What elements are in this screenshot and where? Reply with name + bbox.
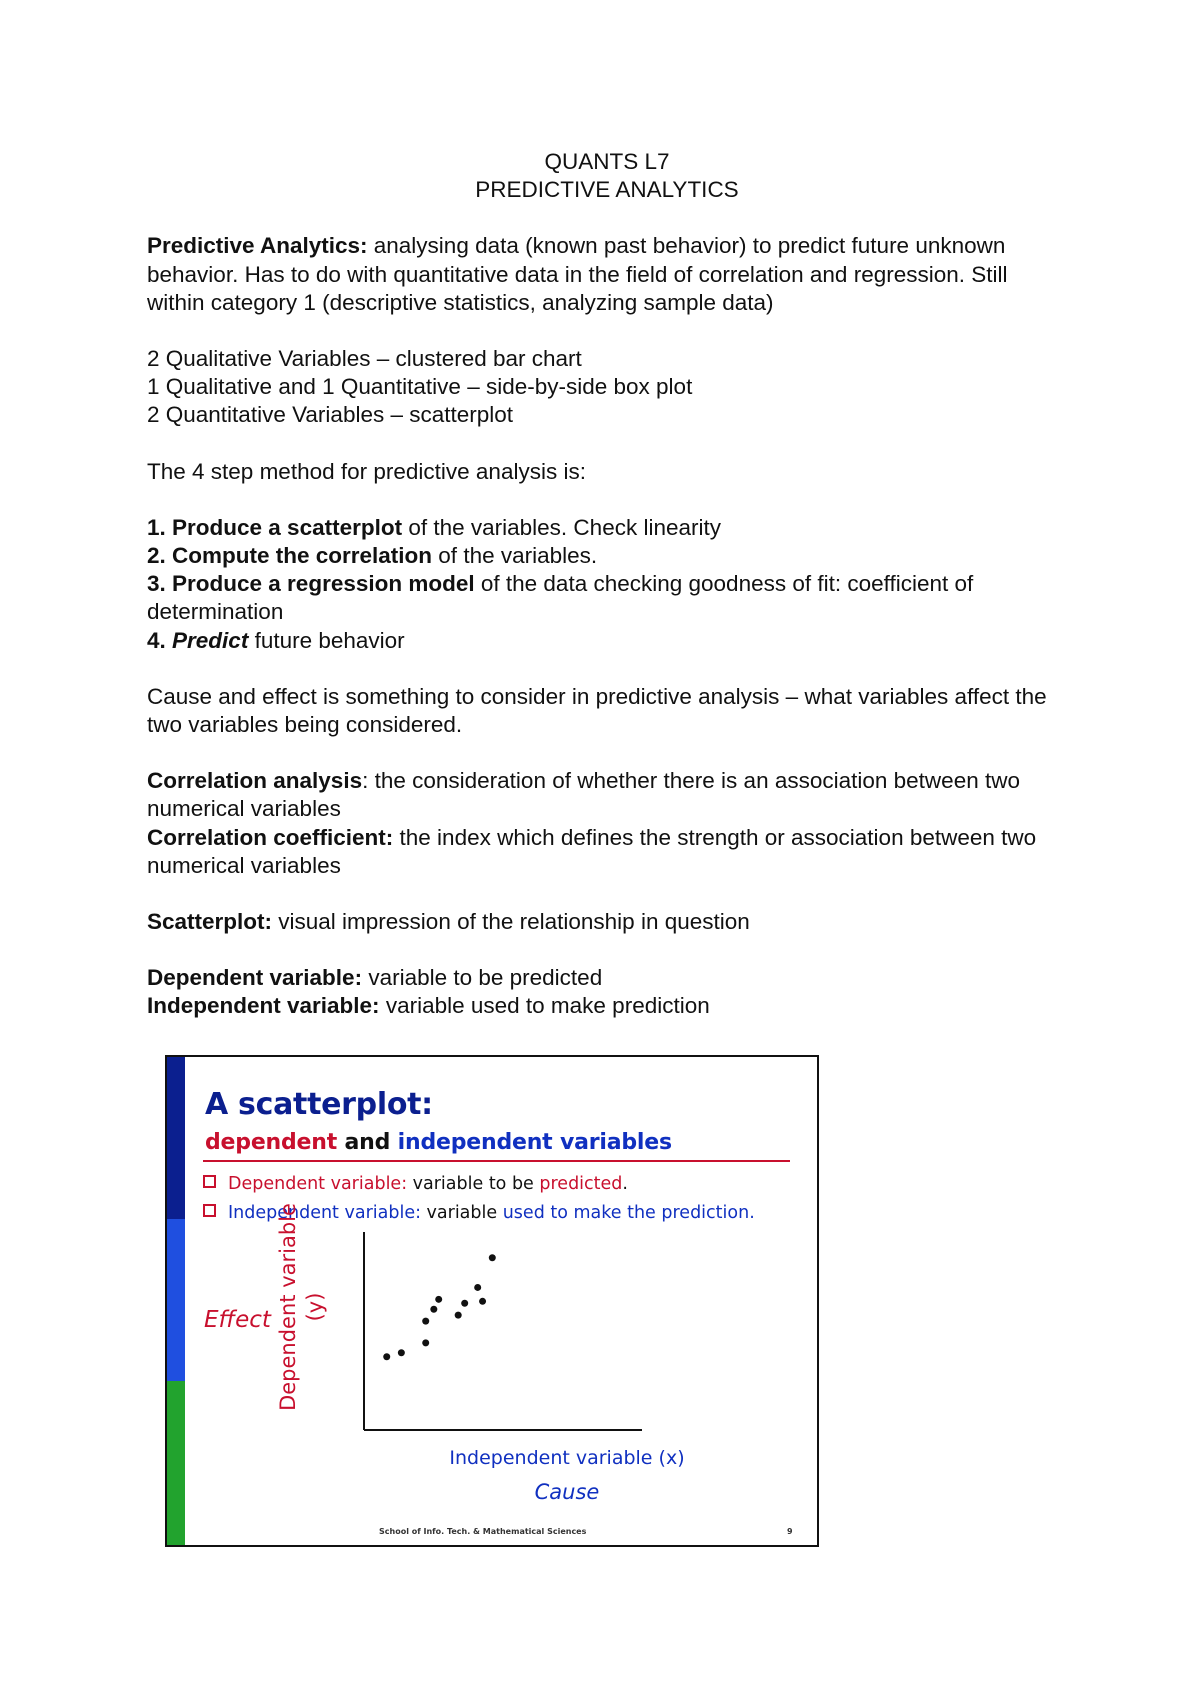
cause-label: Cause xyxy=(534,1480,600,1504)
step-4 xyxy=(147,627,1067,655)
bullet2-emphasis: used to make the prediction. xyxy=(502,1203,755,1223)
variable-type-2: 1 Qualitative and 1 Quantitative – side-by-side box plot xyxy=(147,374,693,400)
effect-label: Effect xyxy=(204,1307,271,1333)
correlation-analysis-term: Correlation analysis xyxy=(147,768,363,794)
cause-effect-paragraph: Cause and effect is something to consider in predictive analysis – what variables affect the two variables being considered. xyxy=(147,683,1047,738)
intro-paragraph xyxy=(147,232,1067,317)
correlation-coefficient-def xyxy=(147,824,1067,880)
y-axis-label-line1: Dependent variable xyxy=(276,1203,300,1411)
scatter-point-5 xyxy=(430,1306,437,1313)
step-3-bold: 3. Produce a regression model xyxy=(147,571,475,597)
slide-footer: School of Info. Tech. & Mathematical Sciences xyxy=(379,1527,587,1536)
step-2-text: of the variables. xyxy=(432,543,598,569)
subtitle-independent: independent variables xyxy=(397,1130,672,1155)
scatter-point-6 xyxy=(435,1296,442,1303)
step-4-bold-italic: Predict xyxy=(172,627,249,653)
subtitle-and: and xyxy=(337,1130,398,1155)
independent-variable-def xyxy=(147,992,1067,1020)
dependent-variable-text: variable to be predicted xyxy=(362,965,603,991)
slide-accent-blue xyxy=(167,1219,185,1381)
scatterplot-chart xyxy=(362,1232,662,1432)
doc-title-line1: QUANTS L7 xyxy=(544,149,670,174)
scatter-point-8 xyxy=(461,1300,468,1307)
correlation-coefficient-text: the index which defines the strength or association between two numerical variables xyxy=(147,824,1037,878)
bullet-box-icon xyxy=(203,1204,216,1217)
correlation-coefficient-term: Correlation coefficient: xyxy=(147,824,394,850)
step-3-text: of the data checking goodness of fit: coefficient of determination xyxy=(147,571,974,625)
scatter-point-3 xyxy=(422,1339,429,1346)
slide-bullet-dependent xyxy=(203,1174,628,1194)
step-3 xyxy=(147,570,1067,626)
x-axis-label: Independent variable (x) xyxy=(449,1447,685,1469)
intro-definition: analysing data (known past behavior) to predict future unknown behavior. Has to do with quantitative data in the field of correlation and regression. Still within category 1 (descriptive statistics, analyzing sample data) xyxy=(147,233,1008,315)
bullet1-end: . xyxy=(622,1174,628,1194)
bullet2-label: Independent variable: xyxy=(228,1203,421,1223)
slide-title: A scatterplot: xyxy=(205,1087,433,1122)
scatter-point-10 xyxy=(479,1298,486,1305)
slide-subtitle xyxy=(205,1130,672,1155)
correlation-analysis-text: : the consideration of whether there is an association between two numerical variables xyxy=(147,768,1020,822)
intro-term: Predictive Analytics: xyxy=(147,233,368,259)
subtitle-dependent: dependent xyxy=(205,1130,338,1155)
bullet-box-icon xyxy=(203,1175,216,1188)
step-4-number: 4. xyxy=(147,627,173,653)
step-1-text: of the variables. Check linearity xyxy=(402,514,721,540)
bullet1-emphasis: predicted xyxy=(539,1174,623,1194)
variable-type-1: 2 Qualitative Variables – clustered bar chart xyxy=(147,346,582,372)
slide-accent-navy xyxy=(167,1057,185,1219)
correlation-analysis-def xyxy=(147,767,1067,823)
scatter-point-11 xyxy=(489,1254,496,1261)
method-intro: The 4 step method for predictive analysis is: xyxy=(147,458,586,484)
scatterplot-def xyxy=(147,908,1067,936)
independent-variable-term: Independent variable: xyxy=(147,993,380,1019)
y-axis-label-line2: (y) xyxy=(303,1292,327,1322)
step-4-text: future behavior xyxy=(248,627,405,653)
step-2 xyxy=(147,542,1067,570)
scatter-point-2 xyxy=(398,1349,405,1356)
bullet1-text: variable to be xyxy=(412,1174,540,1194)
scatter-point-4 xyxy=(422,1318,429,1325)
step-1-bold: 1. Produce a scatterplot xyxy=(147,514,403,540)
variable-type-3: 2 Quantitative Variables – scatterplot xyxy=(147,402,514,428)
scatterplot-text: visual impression of the relationship in question xyxy=(272,909,750,935)
slide-page-number: 9 xyxy=(787,1527,793,1536)
scatter-point-1 xyxy=(383,1353,390,1360)
dependent-variable-term: Dependent variable: xyxy=(147,965,363,991)
document-body xyxy=(147,148,1067,1021)
scatterplot-slide xyxy=(165,1055,819,1547)
slide-divider xyxy=(203,1160,790,1162)
dependent-variable-def xyxy=(147,964,1067,992)
doc-title-line2: PREDICTIVE ANALYTICS xyxy=(475,177,739,203)
independent-variable-text: variable used to make prediction xyxy=(379,993,710,1019)
scatter-point-9 xyxy=(474,1284,481,1291)
step-2-bold: 2. Compute the correlation xyxy=(147,543,433,569)
step-1 xyxy=(147,514,1067,542)
bullet1-label: Dependent variable: xyxy=(228,1174,413,1194)
bullet2-text: variable xyxy=(420,1203,503,1223)
scatter-point-7 xyxy=(455,1312,462,1319)
scatterplot-term: Scatterplot: xyxy=(147,909,273,935)
